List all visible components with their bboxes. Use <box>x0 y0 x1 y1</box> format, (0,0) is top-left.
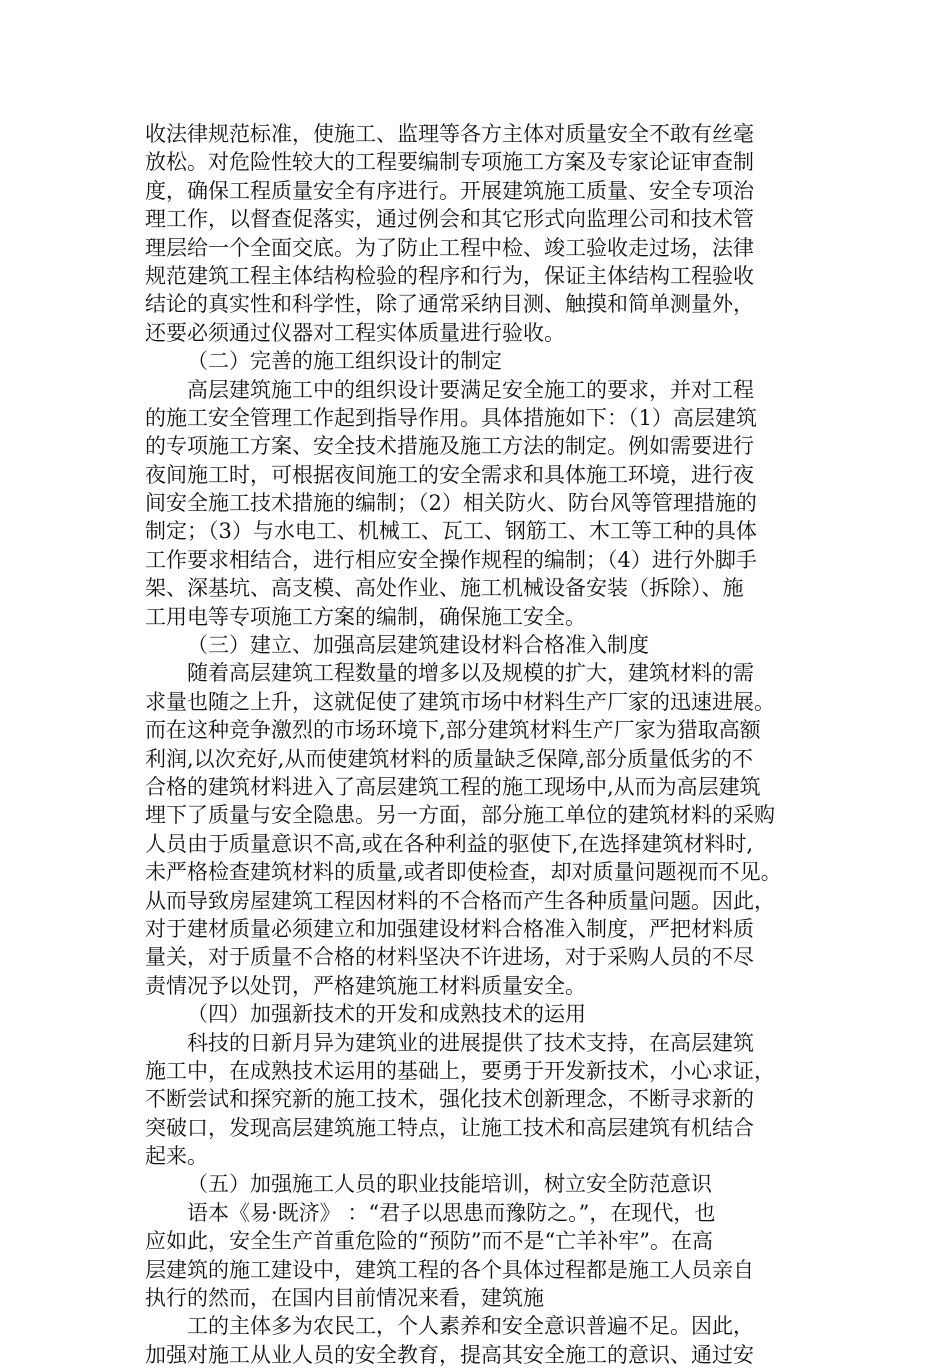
paragraph-4 <box>145 1029 820 1171</box>
text-line: 夜间施工时，可根据夜间施工的安全需求和具体施工环境，进行夜 <box>145 462 754 487</box>
heading-text: （二）完善的施工组织设计的制定 <box>187 349 502 374</box>
section-heading-3 <box>145 631 820 659</box>
text-line: 规范建筑工程主体结构检验的程序和行为，保证主体结构工程验收 <box>145 263 754 288</box>
paragraph-2 <box>145 376 820 632</box>
heading-text: （三）建立、加强高层建筑建设材料合格准入制度 <box>187 633 649 658</box>
paragraph-5 <box>145 1199 820 1313</box>
text-line: 埋下了质量与安全隐患。另一方面，部分施工单位的建筑材料的采购 <box>145 803 775 828</box>
paragraph-6 <box>145 1312 820 1369</box>
text-line: 从而导致房屋建筑工程因材料的不合格而产生各种质量问题。因此， <box>145 888 775 913</box>
text-line: 制定；（3）与水电工、机械工、瓦工、钢筋工、木工等工种的具体 <box>145 519 757 544</box>
section-heading-5 <box>145 1170 820 1198</box>
text-line: 量关，对于质量不合格的材料坚决不许进场，对于采购人员的不尽 <box>145 945 754 970</box>
text-line: 执行的然而，在国内目前情况来看，建筑施 <box>145 1286 544 1311</box>
text-line: 随着高层建筑工程数量的增多以及规模的扩大，建筑材料的需 <box>187 661 754 686</box>
text-line: 利润,以次充好,从而使建筑材料的质量缺乏保障,部分质量低劣的不 <box>145 746 754 771</box>
text-line: 语本《易·既济》 ：“君子以思患而豫防之。”，在现代，也 <box>187 1200 716 1225</box>
text-line: 科技的日新月异为建筑业的进展提供了技术支持，在高层建筑 <box>187 1030 754 1055</box>
section-heading-4 <box>145 1000 820 1028</box>
text-line: 责情况予以处罚，严格建筑施工材料质量安全。 <box>145 973 586 998</box>
text-line: 层建筑的施工建设中，建筑工程的各个具体过程都是施工人员亲自 <box>145 1257 754 1282</box>
text-line: 架、深基坑、高支模、高处作业、施工机械设备安装（拆除）、施 <box>145 576 744 601</box>
text-line: 不断尝试和探究新的施工技术，强化技术创新理念，不断寻求新的 <box>145 1087 754 1112</box>
paragraph-intro <box>145 120 820 347</box>
text-line: 放松。对危险性较大的工程要编制专项施工方案及专家论证审查制 <box>145 150 754 175</box>
text-line: 突破口，发现高层建筑施工特点，让施工技术和高层建筑有机结合 <box>145 1115 754 1140</box>
text-line: 施工中，在成熟技术运用的基础上，要勇于开发新技术，小心求证， <box>145 1058 775 1083</box>
text-line: 的专项施工方案、安全技术措施及施工方法的制定。例如需要进行 <box>145 434 754 459</box>
text-line: 合格的建筑材料进入了高层建筑工程的施工现场中,从而为高层建筑 <box>145 774 761 799</box>
text-line: 起来。 <box>145 1144 208 1169</box>
text-line: 加强对施工从业人员的安全教育，提高其安全施工的意识、通过安 <box>145 1342 754 1367</box>
text-line: 对于建材质量必须建立和加强建设材料合格准入制度，严把材料质 <box>145 916 754 941</box>
text-line: 求量也随之上升，这就促使了建筑市场中材料生产厂家的迅速进展。 <box>145 689 775 714</box>
text-line: 间安全施工技术措施的编制；（2）相关防火、防台风等管理措施的 <box>145 491 757 516</box>
text-line: 高层建筑施工中的组织设计要满足安全施工的要求，并对工程 <box>187 377 754 402</box>
text-line: 应如此，安全生产首重危险的“预防”而不是“亡羊补牢”。在高 <box>145 1229 713 1254</box>
text-line: 还要必须通过仪器对工程实体质量进行验收。 <box>145 320 565 345</box>
text-line: 工作要求相结合，进行相应安全操作规程的编制；（4）进行外脚手 <box>145 547 757 572</box>
heading-text: （四）加强新技术的开发和成熟技术的运用 <box>187 1002 586 1027</box>
section-heading-2 <box>145 347 820 375</box>
text-line: 工用电等专项施工方案的编制，确保施工安全。 <box>145 604 586 629</box>
text-line: 理工作，以督查促落实，通过例会和其它形式向监理公司和技术管 <box>145 207 754 232</box>
text-line: 而在这种竞争激烈的市场环境下,部分建筑材料生产厂家为猎取高额 <box>145 718 761 743</box>
paragraph-3 <box>145 659 820 1000</box>
text-line: 度，确保工程质量安全有序进行。开展建筑施工质量、安全专项治 <box>145 178 754 203</box>
text-line: 收法律规范标准，使施工、监理等各方主体对质量安全不敢有丝毫 <box>145 122 754 146</box>
text-line: 理层给一个全面交底。为了防止工程中检、竣工验收走过场，法律 <box>145 235 754 260</box>
text-line: 未严格检查建筑材料的质量,或者即使检查，却对质量问题视而不见。 <box>145 860 782 885</box>
document-body <box>145 120 820 1369</box>
text-line: 结论的真实性和科学性，除了通常采纳目测、触摸和简单测量外， <box>145 292 754 317</box>
heading-text: （五）加强施工人员的职业技能培训，树立安全防范意识 <box>187 1172 712 1197</box>
text-line: 的施工安全管理工作起到指导作用。具体措施如下：（1）高层建筑 <box>145 405 757 430</box>
text-line: 工的主体多为农民工，个人素养和安全意识普遍不足。因此， <box>187 1314 754 1339</box>
text-line: 人员由于质量意识不高,或在各种利益的驱使下,在选择建筑材料时, <box>145 831 754 856</box>
